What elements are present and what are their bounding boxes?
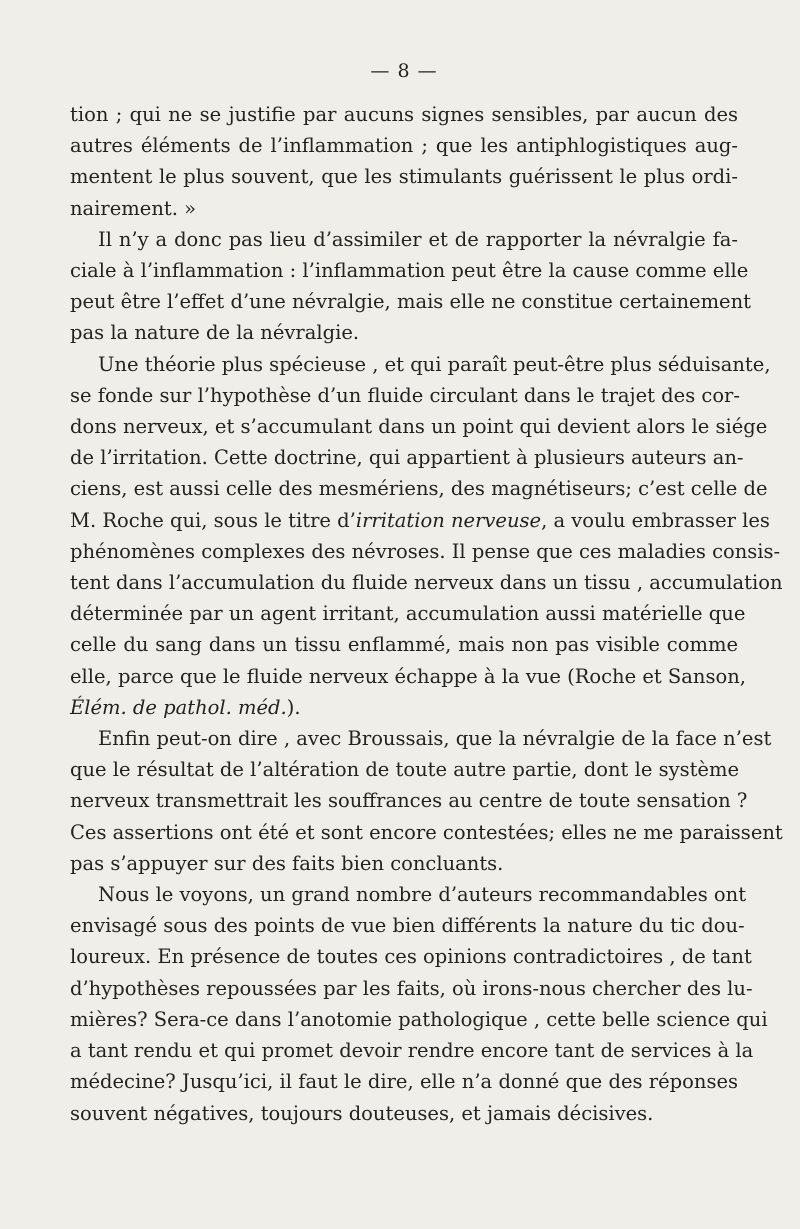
text-line: ciale à l’inflammation : l’inflammation peut être la cause comme elle: [70, 259, 749, 283]
text-line: de l’irritation. Cette doctrine, qui appartient à plusieurs auteurs an-: [70, 446, 744, 470]
text-line: mentent le plus souvent, que les stimulants guérissent le plus ordi-: [70, 165, 738, 189]
text-line: tent dans l’accumulation du fluide nerveux dans un tissu , accumulation: [70, 571, 783, 595]
text-line: pas la nature de la névralgie.: [70, 321, 360, 345]
text-line: Ces assertions ont été et sont encore contestées; elles ne me paraissent: [70, 820, 783, 844]
text-line: nerveux transmettrait les souffrances au centre de toute sensation ?: [70, 789, 748, 813]
text-line: nairement. »: [70, 196, 197, 220]
page-number: — 8 —: [370, 60, 438, 82]
text-line: que le résultat de l’altération de toute autre partie, dont le système: [70, 758, 740, 782]
text-line: elle, parce que le fluide nerveux échappe à la vue (Roche et Sanson,: [70, 664, 746, 688]
text-line: se fonde sur l’hypothèse d’un fluide circulant dans le trajet des cor-: [70, 383, 740, 407]
text-line: souvent négatives, toujours douteuses, et jamais décisives.: [70, 1101, 654, 1125]
text-line: Enfin peut-on dire , avec Broussais, que la névralgie de la face n’est: [98, 727, 772, 751]
text-line: autres éléments de l’inflammation ; que les antiphlogistiques aug-: [70, 134, 738, 158]
paragraph: [70, 879, 768, 1129]
text-line: peut être l’effet d’une névralgie, mais elle ne constitue certainement: [70, 290, 751, 314]
text-line: celle du sang dans un tissu enflammé, mais non pas visible comme: [70, 633, 738, 657]
text-line: Nous le voyons, un grand nombre d’auteurs recommandables ont: [98, 883, 747, 907]
text-line: tion ; qui ne se justifie par aucuns signes sensibles, par aucun des: [70, 103, 738, 126]
text-line: Il n’y a donc pas lieu d’assimiler et de rapporter la névralgie fa-: [98, 227, 738, 251]
paragraph: [70, 99, 738, 224]
text-line: ciens, est aussi celle des mesmériens, des magnétiseurs; c’est celle de: [70, 477, 768, 501]
text-line: loureux. En présence de toutes ces opinions contradictoires , de tant: [70, 945, 752, 969]
text-line: d’hypothèses repoussées par les faits, où irons-nous chercher des lu-: [70, 976, 753, 1000]
text-line: M. Roche qui, sous le titre d’irritation nerveuse, a voulu embrasser les: [70, 508, 770, 532]
text-line: déterminée par un agent irritant, accumulation aussi matérielle que: [70, 602, 746, 626]
text-line: Une théorie plus spécieuse , et qui paraît peut-être plus séduisante,: [98, 352, 771, 376]
paragraph: [70, 723, 783, 879]
paragraph: [70, 224, 751, 349]
text-line: phénomènes complexes des névroses. Il pense que ces maladies consis-: [70, 539, 781, 563]
text-line: envisagé sous des points de vue bien différents la nature du tic dou-: [70, 914, 745, 938]
italic-text: Élém. de pathol. méd.: [70, 695, 287, 719]
text-line: a tant rendu et qui promet devoir rendre encore tant de services à la: [70, 1039, 754, 1063]
text-line: Élém. de pathol. méd.).: [70, 695, 301, 719]
italic-text: irritation nerveuse: [355, 508, 542, 532]
body-text: [70, 99, 783, 1129]
paragraph: [70, 349, 783, 723]
text-line: mières? Sera-ce dans l’anotomie pathologique , cette belle science qui: [70, 1007, 768, 1031]
text-line: pas s’appuyer sur des faits bien concluants.: [70, 851, 504, 875]
text-line: dons nerveux, et s’accumulant dans un point qui devient alors le siége: [70, 415, 768, 439]
text-line: médecine? Jusqu’ici, il faut le dire, elle n’a donné que des réponses: [70, 1070, 738, 1094]
